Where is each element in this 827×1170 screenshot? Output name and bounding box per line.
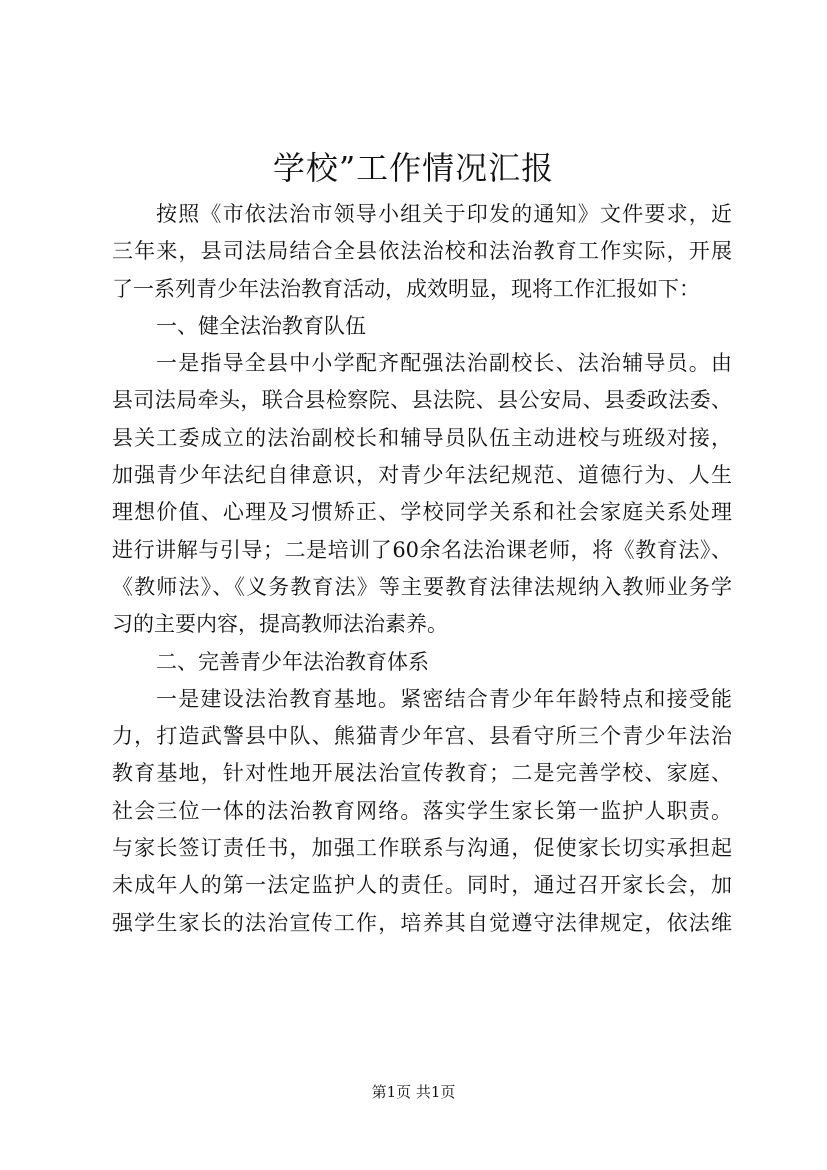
- paragraph-line: 加强青少年法纪自律意识，对青少年法纪规范、道德行为、人生: [112, 463, 732, 488]
- paragraph-line: 《教师法》、《义务教育法》等主要教育法律法规纳入教师业务学: [112, 574, 732, 599]
- paragraph-line: 二、完善青少年法治教育体系: [156, 649, 429, 674]
- document-title: 学校”工作情况汇报: [272, 149, 555, 187]
- paragraph-line: 进行讲解与引导；二是培训了60余名法治课老师，将《教育法》、: [112, 537, 732, 562]
- paragraph-line: 了一系列青少年法治教育活动，成效明显，现将工作汇报如下：: [112, 276, 700, 301]
- paragraph-line: 一是建设法治教育基地。紧密结合青少年年龄特点和接受能: [156, 686, 732, 711]
- paragraph-line: 县司法局牵头，联合县检察院、县法院、县公安局、县委政法委、: [112, 388, 732, 413]
- paragraph-line: 与家长签订责任书，加强工作联系与沟通，促使家长切实承担起: [112, 836, 732, 861]
- document-body: [112, 196, 732, 942]
- paragraph-line: 习的主要内容，提高教师法治素养。: [112, 612, 448, 637]
- paragraph-line: 未成年人的第一法定监护人的责任。同时，通过召开家长会，加: [112, 873, 732, 898]
- paragraph-line: 力，打造武警县中队、熊猫青少年宫、县看守所三个青少年法治: [112, 724, 732, 749]
- paragraph-line: 一、健全法治教育队伍: [156, 313, 366, 338]
- paragraph-line: 教育基地，针对性地开展法治宣传教育；二是完善学校、家庭、: [112, 761, 732, 786]
- paragraph-line: 一是指导全县中小学配齐配强法治副校长、法治辅导员。由: [156, 351, 732, 376]
- paragraph-line: 理想价值、心理及习惯矫正、学校同学关系和社会家庭关系处理: [112, 500, 732, 525]
- paragraph-line: 三年来，县司法局结合全县依法治校和法治教育工作实际，开展: [112, 239, 732, 264]
- paragraph-line: 按照《市依法治市领导小组关于印发的通知》文件要求，近: [156, 202, 732, 226]
- page-footer: 第1页 共1页: [371, 1083, 456, 1101]
- paragraph-line: 县关工委成立的法治副校长和辅导员队伍主动进校与班级对接，: [112, 425, 732, 450]
- paragraph-line: 社会三位一体的法治教育网络。落实学生家长第一监护人职责。: [112, 798, 732, 823]
- paragraph-line: 强学生家长的法治宣传工作，培养其自觉遵守法律规定，依法维: [112, 910, 732, 935]
